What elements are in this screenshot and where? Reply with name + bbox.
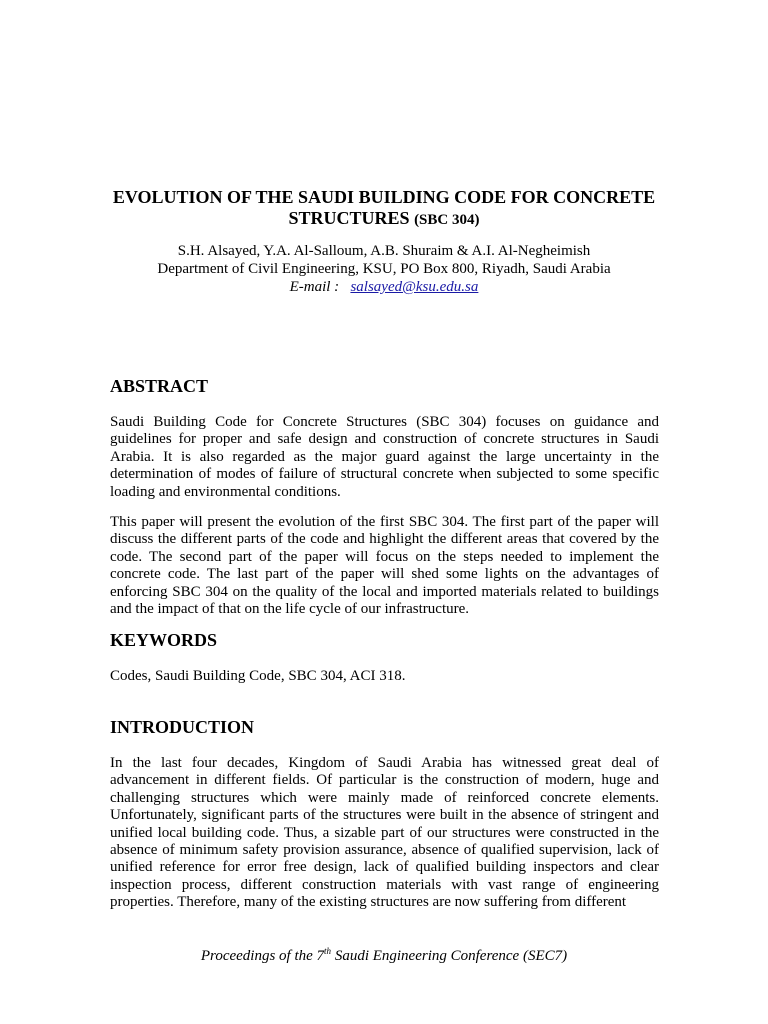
introduction-paragraph-1: In the last four decades, Kingdom of Saudi Arabia has witnessed great deal of advancement in different fields. Of particular is the construction of modern, huge and challenging structures which were mainly made of reinforced concrete elements. Unfortunately, significant parts of the structures were built in the absence of stringent and unified local building code. Thus, a sizable part of our structures were constructed in the absence of minimum safety provision assurance, absence of qualified supervision, lack of unified reference for error free design, lack of qualified building inspectors and clear inspection process, different construction materials with vast range of engineering properties. Therefore, many of the existing structures are now suffering from different — [110, 755, 659, 911]
paper-title — [100, 187, 668, 231]
footer-sup: th — [324, 946, 332, 956]
abstract-heading: ABSTRACT — [110, 376, 209, 396]
page-footer — [100, 946, 668, 965]
footer-prefix: Proceedings of the 7 — [200, 948, 325, 964]
title-code: (SBC 304) — [414, 212, 480, 228]
affiliation: Department of Civil Engineering, KSU, PO Box 800, Riyadh, Saudi Arabia — [157, 261, 611, 277]
email-line — [100, 278, 668, 296]
keywords-heading: KEYWORDS — [110, 630, 218, 650]
title-structures: STRUCTURES — [288, 208, 410, 228]
introduction-heading: INTRODUCTION — [110, 717, 255, 737]
email-link[interactable]: salsayed@ksu.edu.sa — [350, 279, 479, 295]
authors: S.H. Alsayed, Y.A. Al-Salloum, A.B. Shuraim & A.I. Al-Negheimish — [177, 243, 591, 259]
title-line-1: EVOLUTION OF THE SAUDI BUILDING CODE FOR CONCRETE — [112, 187, 656, 207]
abstract-paragraph-1: Saudi Building Code for Concrete Structures (SBC 304) focuses on guidance and guidelines for proper and safe design and construction of concrete structures in Saudi Arabia. It is also regarded as the major guard against the large uncertainty in the determination of modes of failure of structural concrete when subjected to some specific loading and environmental conditions. — [110, 414, 659, 500]
keywords-text: Codes, Saudi Building Code, SBC 304, ACI 318. — [110, 668, 406, 684]
abstract-paragraph-2: This paper will present the evolution of the first SBC 304. The first part of the paper will discuss the different parts of the code and highlight the different areas that covered by the code. The second part of the paper will focus on the steps needed to implement the concrete code. The last part of the paper will shed some lights on the advantages of enforcing SBC 304 on the quality of the local and imported materials related to buildings and the impact of that on the life cycle of our infrastructure. — [110, 514, 659, 618]
title-line-2 — [100, 208, 668, 231]
author-block — [100, 242, 668, 296]
email-label: E-mail : — [289, 279, 340, 295]
footer-suffix: Saudi Engineering Conference (SEC7) — [331, 948, 568, 964]
